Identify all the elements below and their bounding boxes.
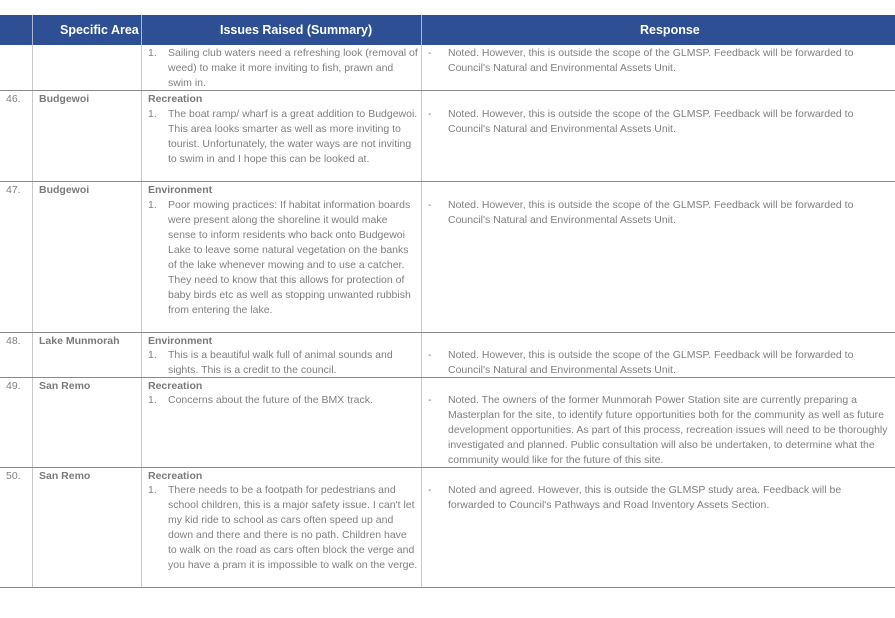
area-name: Budgewoi [39, 184, 90, 196]
header-divider [141, 15, 142, 45]
area-name: Budgewoi [39, 93, 90, 105]
issue-number: 1. [148, 484, 157, 496]
issue-category: Recreation [148, 470, 203, 482]
table-row: 49. San Remo Recreation 1. Concerns about the future of the BMX track. - Noted. The owners of the former Munmorah Power Station site are currently preparing a Masterplan for the site, to identify future opportunities both for the community as well as future development opportunities. As part of this process, recreation issues will need to be thoroughly investigated and planned. Public consultation will also be undertaken, to determine what the community would like for the future of this site. [0, 378, 895, 468]
response-text: Noted and agreed. However, this is outside the GLMSP study area. Feedback will be forwarded to Council's Pathways and Road Inventory Assets Section. [448, 484, 842, 511]
issue-number: 1. [148, 108, 157, 120]
header-divider [421, 15, 422, 45]
row-number: 47. [6, 184, 21, 196]
response-text: Noted. The owners of the former Munmorah Power Station site are currently preparing a Masterplan for the site, to identify future opportunities both for the community as well as future development opportunities. As part of this process, recreation issues will need to be thoroughly investigated and planned. Public consultation will also be undertaken, to determine what the community would like for the future of this site. [448, 394, 888, 466]
issue-number: 1. [148, 199, 157, 211]
issue-text: Poor mowing practices: If habitat information boards were present along the shoreline it would make sense to inform residents who back onto Budgewoi Lake to leave some natural vegetation on the banks of the lake whenever mowing and to use a catcher. They need to know that this allows for protection of baby birds etc as well as stopping unwanted rubbish from entering the lake. [168, 199, 411, 316]
table-row: 47. Budgewoi Environment 1. Poor mowing practices: If habitat information boards were present along the shoreline it would make sense to inform residents who back onto Budgewoi Lake to leave some natural vegetation on the banks of the lake whenever mowing and to use a catcher. They need to know that this allows for protection of baby birds etc as well as stopping unwanted rubbish from entering the lake. - Noted. However, this is outside the scope of the GLMSP. Feedback will be forwarded to Council's Natural and Environmental Assets Unit. [0, 182, 895, 333]
header-issues: Issues Raised (Summary) [220, 23, 373, 37]
table-header [0, 15, 895, 45]
issue-category: Environment [148, 335, 213, 347]
header-divider [32, 15, 33, 45]
area-name: Lake Munmorah [39, 335, 120, 347]
response-text: Noted. However, this is outside the scope of the GLMSP. Feedback will be forwarded to Council's Natural and Environmental Assets Unit. [448, 349, 854, 376]
response-text: Noted. However, this is outside the scope of the GLMSP. Feedback will be forwarded to Council's Natural and Environmental Assets Unit. [448, 108, 854, 135]
row-number: 49. [6, 380, 21, 392]
issue-text: The boat ramp/ wharf is a great addition to Budgewoi. This area looks smarter as well as more inviting to tourist. Unfortunately, the water ways are not inviting to swim in and I hope this can be looked at. [168, 108, 418, 165]
row-number: 50. [6, 470, 21, 482]
issue-text: Sailing club waters need a refreshing look (removal of weed) to make it more inviting to fish, prawn and swim in. [168, 47, 418, 89]
issue-number: 1. [148, 47, 157, 59]
table-row: 50. San Remo Recreation 1. There needs to be a footpath for pedestrians and school children, this is a major safety issue. I can't let my kid ride to school as cars often speed up and down and there and there is no path. Children have to walk on the road as cars often block the verge and you have a pram it is impossible to walk on the verge. - Noted and agreed. However, this is outside the GLMSP study area. Feedback will be forwarded to Council's Pathways and Road Inventory Assets Section. [0, 468, 895, 588]
area-name: San Remo [39, 470, 91, 482]
issue-category: Recreation [148, 93, 203, 105]
issue-text: Concerns about the future of the BMX track. [168, 394, 373, 406]
header-response: Response [640, 23, 700, 37]
response-text: Noted. However, this is outside the scope of the GLMSP. Feedback will be forwarded to Council's Natural and Environmental Assets Unit. [448, 199, 854, 226]
table-row: 48. Lake Munmorah Environment 1. This is a beautiful walk full of animal sounds and sights. This is a credit to the council. - Noted. However, this is outside the scope of the GLMSP. Feedback will be forwarded to Council's Natural and Environmental Assets Unit. [0, 333, 895, 378]
area-name: San Remo [39, 380, 91, 392]
issue-number: 1. [148, 394, 157, 406]
issue-number: 1. [148, 349, 157, 361]
issue-text: There needs to be a footpath for pedestrians and school children, this is a major safety issue. I can't let my kid ride to school as cars often speed up and down and there and there is no path. Children have to walk on the road as cars often block the verge and you have a pram it is impossible to walk on the verge. [168, 484, 418, 571]
response-text: Noted. However, this is outside the scope of the GLMSP. Feedback will be forwarded to Council's Natural and Environmental Assets Unit. [448, 47, 854, 74]
header-specific-area: Specific Area [60, 23, 139, 37]
table-row: 1. Sailing club waters need a refreshing look (removal of weed) to make it more inviting to fish, prawn and swim in. - Noted. However, this is outside the scope of the GLMSP. Feedback will be forwarded to Council's Natural and Environmental Assets Unit. [0, 45, 895, 91]
issue-category: Recreation [148, 380, 203, 392]
issue-category: Environment [148, 184, 213, 196]
row-number: 48. [6, 335, 21, 347]
row-number: 46. [6, 93, 21, 105]
table-row: 46. Budgewoi Recreation 1. The boat ramp/ wharf is a great addition to Budgewoi. This area looks smarter as well as more inviting to tourist. Unfortunately, the water ways are not inviting to swim in and I hope this can be looked at. - Noted. However, this is outside the scope of the GLMSP. Feedback will be forwarded to Council's Natural and Environmental Assets Unit. [0, 91, 895, 182]
issue-text: This is a beautiful walk full of animal sounds and sights. This is a credit to the council. [168, 349, 393, 376]
